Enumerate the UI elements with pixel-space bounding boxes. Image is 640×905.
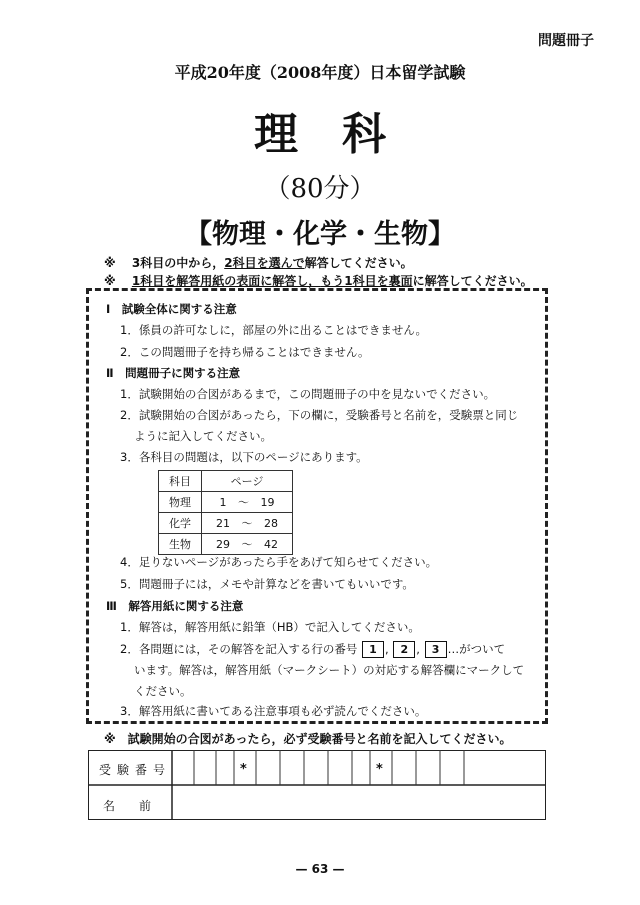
section-title: 試験全体に関する注意	[121, 302, 237, 316]
note-underline: 1科目を解答用紙の表面に解答し，	[131, 274, 321, 288]
bottom-note: ※ 試験開始の合図があったら，必ず受験番号と名前を記入してください。	[104, 732, 512, 746]
section-2-item-2-cont: ように記入してください。	[134, 429, 272, 443]
note-text: 3科目の中から，	[131, 256, 225, 270]
page-table	[158, 470, 293, 555]
table-cell: 1 ～ 19	[202, 492, 293, 513]
section-number: Ⅰ	[106, 302, 111, 316]
section-3-heading	[106, 598, 243, 614]
answer-number-box: 1	[362, 641, 384, 658]
table-header: ページ	[202, 471, 293, 492]
section-title: 解答用紙に関する注意	[128, 599, 244, 613]
table-header-row	[159, 471, 293, 492]
section-1-item-1: 1．係員の許可なしに，部屋の外に出ることはできません。	[120, 323, 428, 337]
table-header: 科目	[159, 471, 202, 492]
note-text: に解答してください。	[412, 274, 533, 288]
section-1-item-2: 2．この問題冊子を持ち帰ることはできません。	[120, 345, 370, 359]
table-row	[159, 534, 293, 555]
section-3-item-1: 1．解答は，解答用紙に鉛筆（HB）で記入してください。	[120, 620, 420, 634]
note-text: 解答してください。	[304, 256, 413, 270]
section-number: Ⅱ	[106, 366, 114, 380]
section-title: 問題冊子に関する注意	[125, 366, 241, 380]
answer-number-box: 2	[393, 641, 415, 658]
section-2-heading	[106, 365, 240, 381]
table-cell: 29 ～ 42	[202, 534, 293, 555]
subjects-heading: 【物理・化学・生物】	[185, 219, 455, 250]
name-field[interactable]	[175, 788, 543, 819]
section-3-item-2	[120, 641, 505, 658]
note-mark: ※	[104, 256, 116, 270]
section-number: Ⅲ	[106, 599, 117, 613]
separator-star: *	[376, 762, 383, 777]
table-row	[159, 513, 293, 534]
box-separator: ,	[416, 642, 420, 656]
top-note-2	[104, 272, 533, 289]
section-3-item-2-cont: います。解答は，解答用紙（マークシート）の対応する解答欄にマークして	[134, 663, 525, 677]
exam-header: 平成20年度（2008年度）日本留学試験	[174, 63, 466, 82]
exam-number-label: 受験番号	[99, 763, 172, 777]
name-label: 名 前	[103, 799, 158, 813]
top-note-1	[104, 254, 413, 271]
subject-title: 理科	[254, 109, 430, 160]
note-underline: 2科目を選んで	[224, 256, 305, 270]
section-2-item-4: 4．足りないページがあったら手をあげて知らせてください。	[120, 555, 438, 569]
registration-form	[88, 750, 546, 820]
note-mark: ※	[104, 274, 116, 288]
box-separator: ,	[384, 642, 389, 656]
table-cell: 物理	[159, 492, 202, 513]
table-cell: 化学	[159, 513, 202, 534]
table-cell: 21 ～ 28	[202, 513, 293, 534]
section-2-item-3: 3．各科目の問題は，以下のページにあります。	[120, 450, 368, 464]
section-3-item-2-cont2: ください。	[134, 684, 192, 698]
section-3-item-3: 3．解答用紙に書いてある注意事項も必ず読んでください。	[120, 704, 427, 718]
exam-number-field[interactable]	[175, 753, 545, 784]
page-number: — 63 —	[295, 862, 345, 876]
section-2-item-1: 1．試験開始の合図があるまで，この問題冊子の中を見ないでください。	[120, 387, 496, 401]
table-row	[159, 492, 293, 513]
item-text: …がついて	[447, 642, 506, 656]
item-text: 2．各問題には，その解答を記入する行の番号	[120, 642, 358, 656]
separator-star: *	[240, 762, 247, 777]
section-2-item-2: 2．試験開始の合図があったら，下の欄に，受験番号と名前を，受験票と同じ	[120, 408, 519, 422]
section-1-heading	[106, 301, 237, 317]
answer-number-box: 3	[425, 641, 447, 658]
table-cell: 生物	[159, 534, 202, 555]
duration: （80分）	[264, 174, 376, 204]
booklet-label: 問題冊子	[538, 33, 594, 49]
note-underline: もう1科目を裏面	[320, 274, 413, 288]
section-2-item-5: 5．問題冊子には，メモや計算などを書いてもいいです。	[120, 577, 414, 591]
